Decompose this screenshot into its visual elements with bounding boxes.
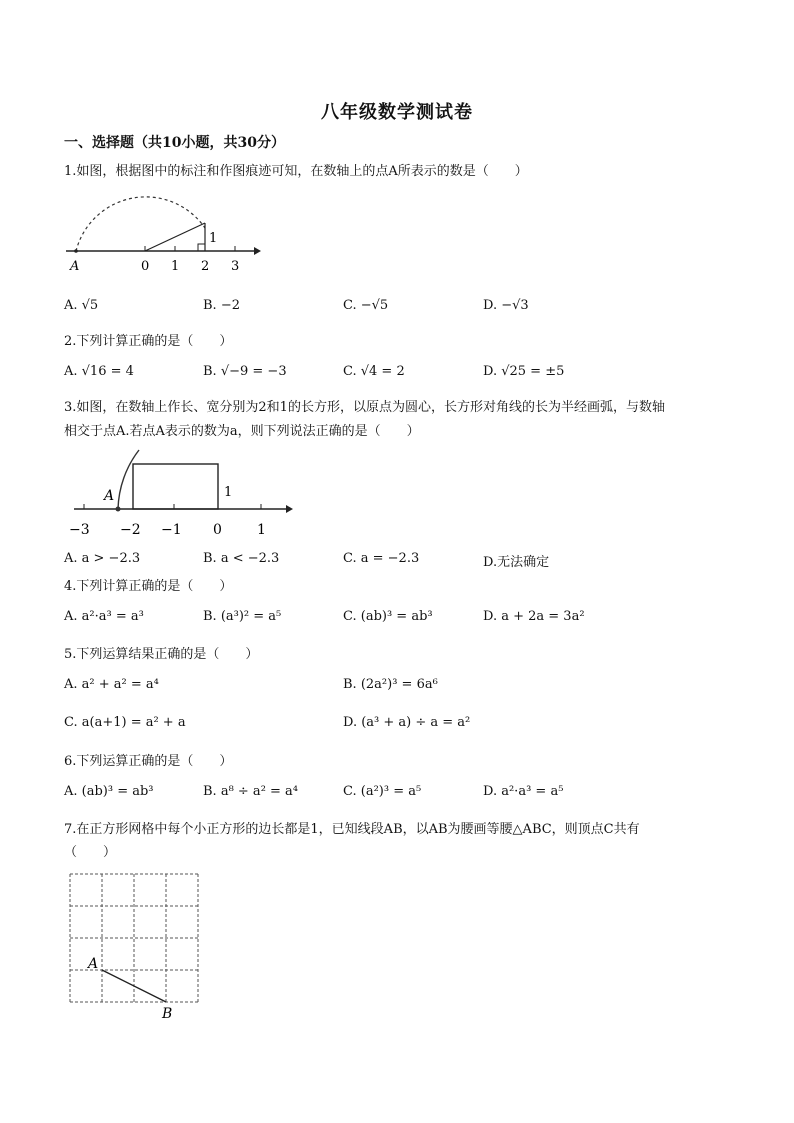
q4-option-b: B. (a³)² = a⁵ (203, 609, 282, 624)
dashed-arc (76, 197, 205, 251)
q1-option-c: C. −√5 (343, 298, 389, 313)
q3-option-d: D.无法确定 (483, 555, 550, 570)
label-3: 3 (231, 259, 240, 274)
q5-option-d: D. (a³ + a) ÷ a = a² (343, 715, 471, 730)
label-width-1: 1 (224, 485, 233, 500)
question-7-line2: （ ） (64, 845, 117, 860)
label-1: 1 (171, 259, 180, 274)
label-0: 0 (213, 522, 222, 538)
arc (118, 450, 139, 509)
dashed-grid (70, 874, 198, 1002)
q2-option-a: A. √16 = 4 (64, 364, 134, 379)
page-title: 八年级数学测试卷 (321, 102, 473, 123)
question-7-line1: 7.在正方形网格中每个小正方形的边长都是1，已知线段AB，以AB为腰画等腰△ABC，则顶点C共有 (64, 822, 640, 837)
arrow-head (254, 247, 261, 255)
q4-option-a: A. a²·a³ = a³ (64, 609, 144, 624)
right-angle-mark (198, 244, 205, 251)
arrow-head (286, 505, 293, 513)
rectangle (133, 464, 218, 509)
q2-option-b: B. √−9 = −3 (203, 364, 287, 379)
q3-option-b: B. a < −2.3 (203, 551, 280, 566)
point-a (74, 249, 78, 253)
question-2-text: 2.下列计算正确的是（ ） (64, 334, 233, 349)
label-neg3: −3 (69, 522, 90, 538)
label-neg2: −2 (120, 522, 141, 538)
q4-option-d: D. a + 2a = 3a² (483, 609, 585, 624)
q5-option-a: A. a² + a² = a⁴ (64, 677, 159, 692)
q1-option-b: B. −2 (203, 298, 240, 313)
q1-option-a: A. √5 (64, 298, 99, 313)
label-1: 1 (257, 522, 266, 538)
label-neg1: −1 (161, 522, 182, 538)
question-3-line2: 相交于点A.若点A表示的数为a，则下列说法正确的是（ ） (64, 424, 420, 439)
label-2: 2 (201, 259, 210, 274)
q2-option-c: C. √4 = 2 (343, 364, 405, 379)
label-leg-1: 1 (209, 231, 218, 246)
label-a: A (70, 259, 80, 274)
label-a: A (88, 956, 99, 972)
question-4-text: 4.下列计算正确的是（ ） (64, 579, 233, 594)
label-0: 0 (141, 259, 150, 274)
section-heading: 一、选择题（共10小题，共30分） (64, 135, 285, 151)
question-3-figure (64, 450, 304, 545)
q6-option-b: B. a⁸ ÷ a² = a⁴ (203, 784, 299, 799)
q6-option-d: D. a²·a³ = a⁵ (483, 784, 564, 799)
question-5-text: 5.下列运算结果正确的是（ ） (64, 647, 259, 662)
q5-option-c: C. a(a+1) = a² + a (64, 715, 186, 730)
q2-option-d: D. √25 = ±5 (483, 364, 565, 379)
question-1-figure (64, 188, 264, 278)
label-a: A (104, 488, 115, 504)
q4-option-c: C. (ab)³ = ab³ (343, 609, 433, 624)
question-1-text: 1.如图，根据图中的标注和作图痕迹可知，在数轴上的点A所表示的数是（ ） (64, 164, 528, 179)
q5-option-b: B. (2a²)³ = 6a⁶ (343, 677, 438, 692)
label-b: B (162, 1006, 173, 1022)
question-6-text: 6.下列运算正确的是（ ） (64, 754, 233, 769)
q6-option-a: A. (ab)³ = ab³ (64, 784, 154, 799)
question-3-line1: 3.如图，在数轴上作长、宽分别为2和1的长方形，以原点为圆心，长方形对角线的长为半经画弧，与数轴 (64, 400, 665, 415)
q3-option-c: C. a = −2.3 (343, 551, 420, 566)
q1-option-d: D. −√3 (483, 298, 529, 313)
point-a (116, 507, 121, 512)
question-7-grid-figure (64, 870, 214, 1025)
q3-option-a: A. a > −2.3 (64, 551, 141, 566)
q6-option-c: C. (a²)³ = a⁵ (343, 784, 422, 799)
